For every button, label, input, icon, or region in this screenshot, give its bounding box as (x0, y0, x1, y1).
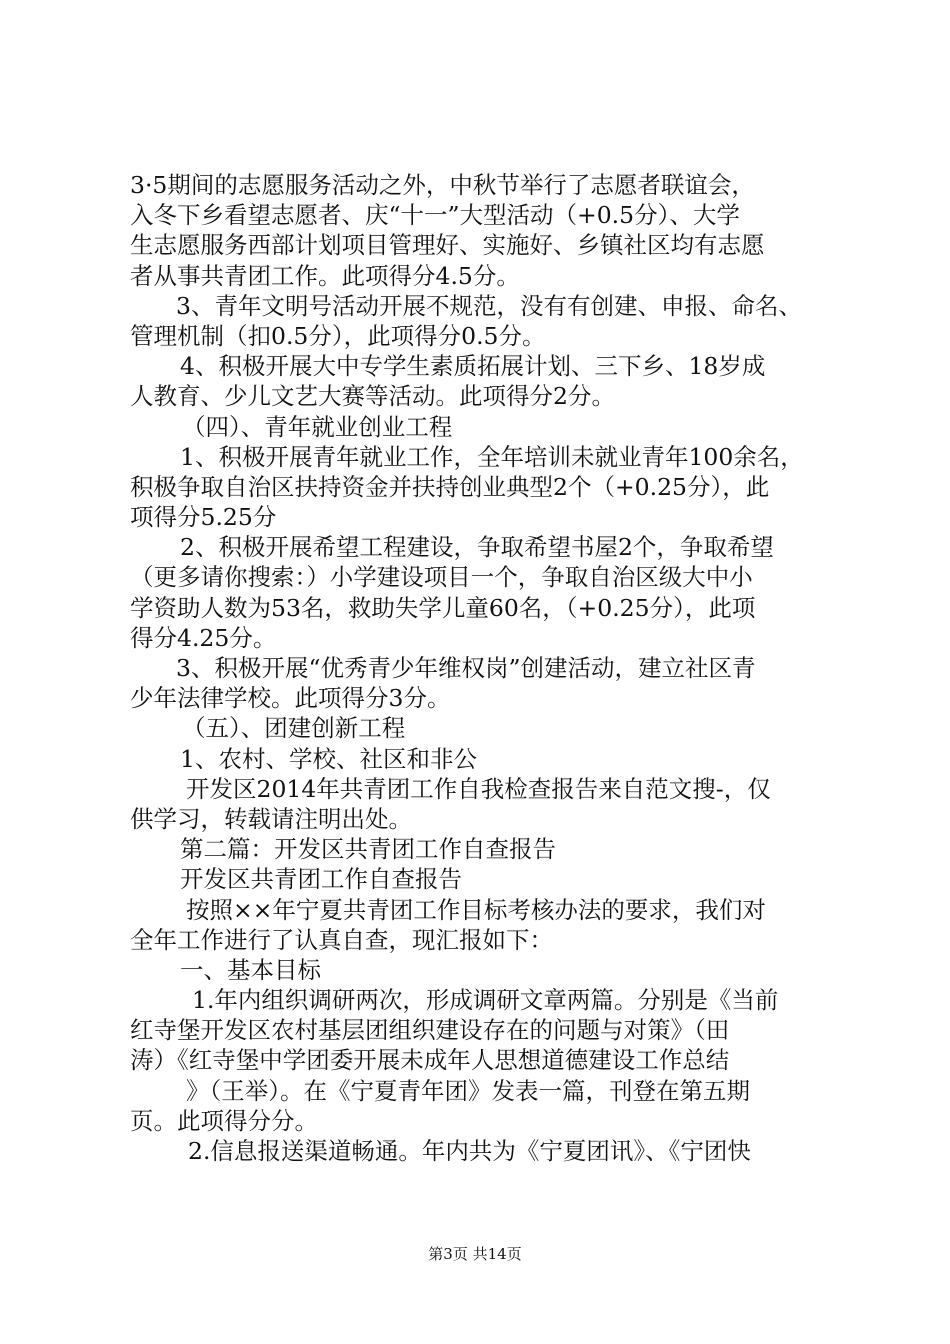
text-line: （更多请你搜索：）小学建设项目一个，争取自治区级大中小 (130, 563, 753, 592)
text-line: 生志愿服务西部计划项目管理好、实施好、乡镇社区均有志愿 (130, 231, 765, 260)
text-line: 页。此项得分分。 (130, 1106, 318, 1135)
text-line: 3、青年文明号活动开展不规范，没有有创建、申报、命名、 (176, 291, 802, 320)
text-line: 学资助人数为53名，救助失学儿童60名，（+0.25分），此项 (130, 593, 756, 622)
section-heading: （四）、青年就业创业工程 (182, 412, 453, 441)
text-line: 人教育、少儿文艺大赛等活动。此项得分2分。 (130, 382, 615, 411)
text-line: 供学习，转载请注明出处。 (130, 804, 412, 833)
text-line: 积极争取自治区扶持资金并扶持创业典型2个（+0.25分），此 (130, 472, 770, 501)
text-line: 2.信息报送渠道畅通。年内共为《宁夏团讯》、《宁团快 (188, 1137, 751, 1165)
section-heading: 第二篇：开发区共青团工作自查报告 (180, 835, 556, 864)
text-line: 3、积极开展“优秀青少年维权岗”创建活动，建立社区青 (176, 654, 756, 682)
text-line: 4、积极开展大中专学生素质拓展计划、三下乡、18岁成 (180, 352, 766, 381)
text-line: 1.年内组织调研两次，形成调研文章两篇。分别是《当前 (192, 986, 779, 1015)
section-heading: （五）、团建创新工程 (182, 714, 406, 743)
text-line: 按照××年宁夏共青团工作目标考核办法的要求，我们对 (186, 895, 766, 924)
text-line: 入冬下乡看望志愿者、庆“十一”大型活动（+0.5分）、大学 (130, 201, 740, 230)
text-line: 者从事共青团工作。此项得分4.5分。 (130, 261, 520, 290)
text-line: 1、积极开展青年就业工作，全年培训未就业青年100余名， (180, 442, 804, 471)
text-line: 红寺堡开发区农村基层团组织建设存在的问题与对策》（田 (130, 1016, 730, 1045)
text-line: 涛）《红寺堡中学团委开展未成年人思想道德建设工作总结 (130, 1046, 730, 1075)
section-heading: 一、基本目标 (180, 955, 321, 984)
text-line: 》（王举）。在《宁夏青年团》发表一篇，刊登在第五期 (186, 1076, 750, 1105)
text-line: 1、农村、学校、社区和非公 (180, 744, 477, 773)
page-footer: 第3页 共14页 (428, 1245, 522, 1263)
text-line: 得分4.25分。 (130, 623, 277, 652)
text-line: 2、积极开展希望工程建设，争取希望书屋2个，争取希望 (180, 533, 774, 562)
text-line: 管理机制（扣0.5分），此项得分0.5分。 (130, 321, 546, 350)
document-body (130, 170, 830, 1166)
text-line: 项得分5.25分 (130, 503, 277, 532)
text-line: 3·5期间的志愿服务活动之外，中秋节举行了志愿者联谊会， (130, 171, 755, 199)
text-line: 开发区2014年共青团工作自我检查报告来自范文搜-，仅 (186, 774, 771, 803)
document-title: 开发区共青团工作自查报告 (180, 865, 462, 894)
text-line: 全年工作进行了认真自查，现汇报如下： (130, 925, 553, 954)
text-line: 少年法律学校。此项得分3分。 (130, 684, 451, 713)
